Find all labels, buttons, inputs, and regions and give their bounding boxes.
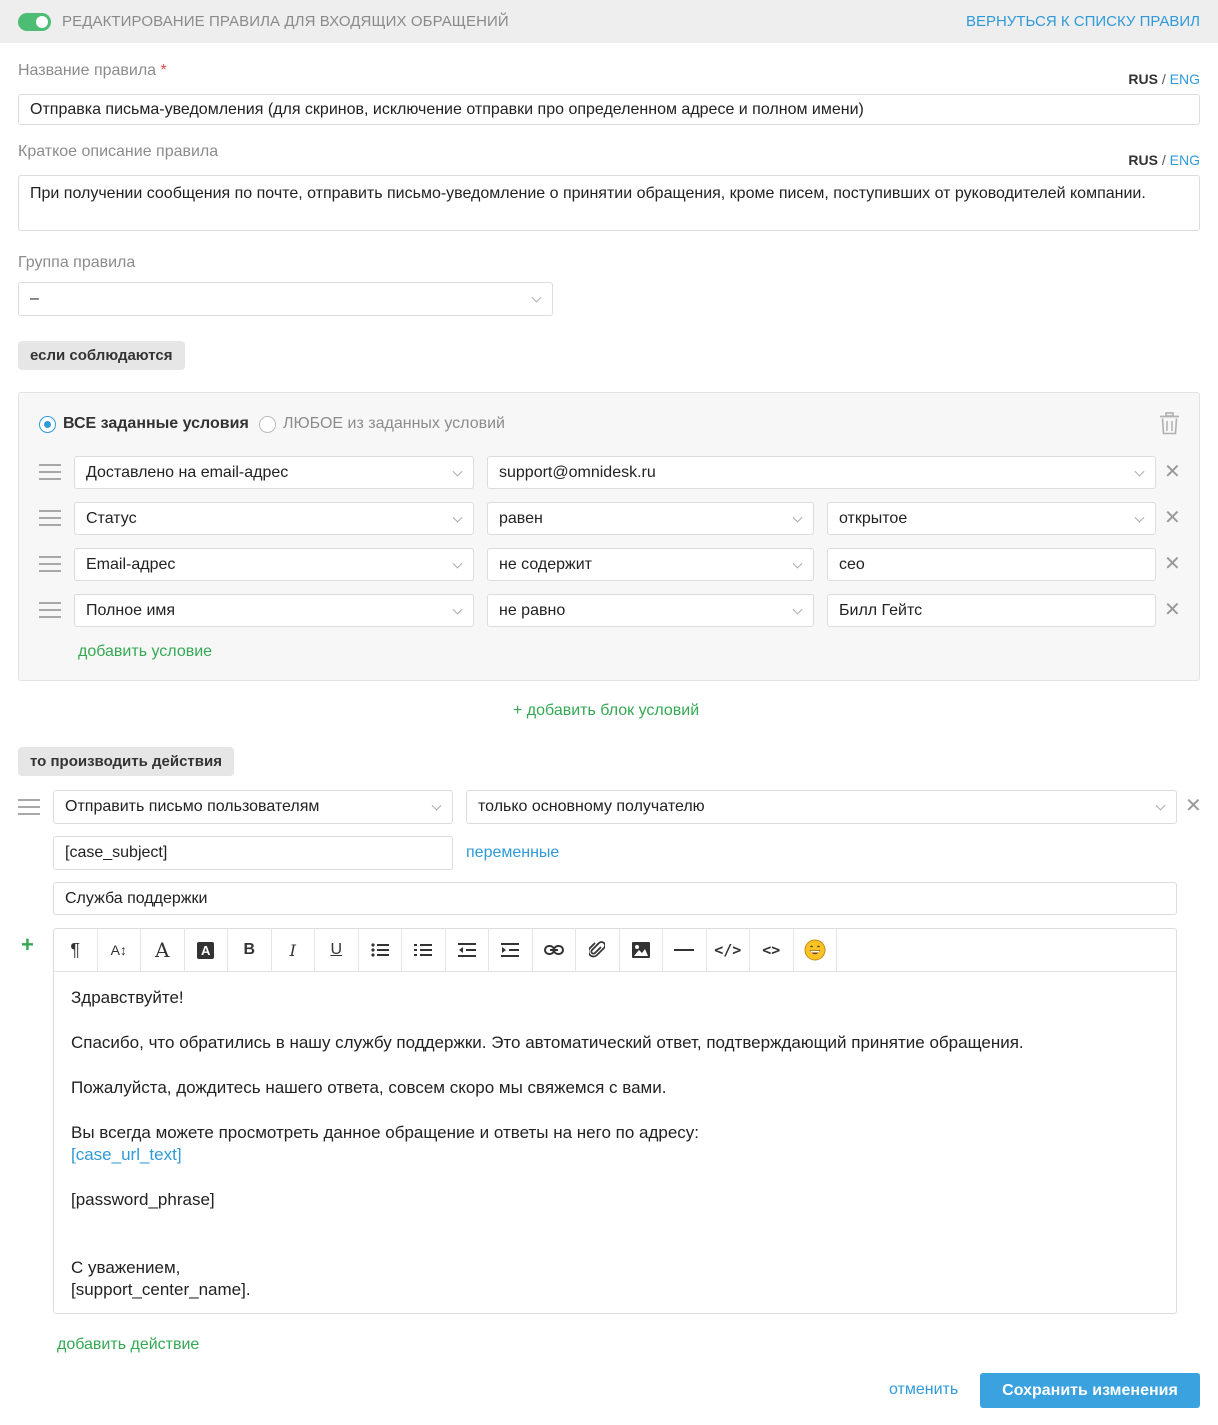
image-icon[interactable] <box>620 929 664 971</box>
radio-selected-icon <box>39 416 56 433</box>
body-signature: [support_center_name]. <box>71 1280 251 1299</box>
condition-field-select[interactable] <box>74 548 474 581</box>
rule-name-label-text: Название правила <box>18 62 157 79</box>
lang-eng[interactable]: ENG <box>1169 152 1200 168</box>
condition-value-select[interactable] <box>827 502 1156 535</box>
chevron-down-icon <box>1135 512 1145 522</box>
add-condition-link[interactable]: добавить условие <box>78 643 213 660</box>
background-color-icon[interactable]: A <box>185 929 229 971</box>
body-line-2: Пожалуйста, дождитесь нашего ответа, совсем скоро мы свяжемся с вами. <box>71 1078 667 1097</box>
lang-separator: / <box>1161 71 1166 87</box>
body-password-phrase: [password_phrase] <box>71 1190 215 1209</box>
condition-value-value: открытое <box>839 509 908 527</box>
remove-condition-icon[interactable]: ✕ <box>1164 599 1181 621</box>
body-regards: С уважением, <box>71 1258 181 1277</box>
email-subject-input[interactable]: [case_subject] <box>53 836 453 870</box>
condition-field-select[interactable] <box>74 456 474 489</box>
link-icon[interactable] <box>533 929 577 971</box>
lang-rus[interactable]: RUS <box>1128 71 1158 87</box>
conditions-chip: если соблюдаются <box>18 341 185 370</box>
condition-operator-select[interactable] <box>487 502 814 535</box>
remove-condition-icon[interactable]: ✕ <box>1164 461 1181 483</box>
drag-handle-icon[interactable] <box>39 556 61 572</box>
drag-handle-icon[interactable] <box>18 799 40 815</box>
chevron-down-icon <box>453 558 463 568</box>
attachment-icon[interactable] <box>576 929 620 971</box>
bold-icon[interactable]: B <box>228 929 272 971</box>
add-condition-block-link[interactable]: + добавить блок условий <box>513 702 700 719</box>
rule-description-textarea[interactable]: При получении сообщения по почте, отправить письмо-уведомление о принятии обращения, кроме писем, поступивших от руководителей компании. <box>18 175 1200 231</box>
editor-toolbar <box>54 929 1176 972</box>
lang-rus[interactable]: RUS <box>1128 152 1158 168</box>
case-url-link[interactable]: [case_url_text] <box>71 1145 182 1164</box>
required-mark: * <box>160 62 167 79</box>
rule-description-label: Краткое описание правила <box>18 143 219 160</box>
drag-handle-icon[interactable] <box>39 464 61 480</box>
condition-field-value: Полное имя <box>86 601 176 619</box>
remove-condition-icon[interactable]: ✕ <box>1164 507 1181 529</box>
condition-field-select[interactable] <box>74 502 474 535</box>
action-recipient-select[interactable] <box>466 790 1177 824</box>
chevron-down-icon <box>793 558 803 568</box>
sender-name-input[interactable]: Служба поддержки <box>53 882 1177 915</box>
emoji-icon[interactable] <box>794 929 838 971</box>
email-body-content[interactable] <box>71 987 1161 1301</box>
lang-separator: / <box>1161 152 1166 168</box>
rule-group-label: Группа правила <box>18 254 136 271</box>
chevron-down-icon <box>1156 801 1166 811</box>
font-color-icon[interactable]: A <box>141 929 185 971</box>
rule-group-value: – <box>30 290 39 307</box>
back-to-rules-link[interactable]: ВЕРНУТЬСЯ К СПИСКУ ПРАВИЛ <box>965 13 1200 30</box>
email-body-editor <box>53 928 1177 1314</box>
condition-operator-value: не равно <box>499 601 566 619</box>
radio-unselected-icon <box>259 416 276 433</box>
page-title: РЕДАКТИРОВАНИЕ ПРАВИЛА ДЛЯ ВХОДЯЩИХ ОБРАЩЕНИЙ <box>62 13 509 30</box>
top-bar <box>0 0 1218 43</box>
add-block-plus-icon[interactable]: + <box>21 932 34 957</box>
variables-link[interactable]: переменные <box>466 844 560 861</box>
chevron-down-icon <box>453 604 463 614</box>
condition-operator-value: равен <box>499 509 543 527</box>
chevron-down-icon <box>453 466 463 476</box>
mode-any-label: ЛЮБОЕ из заданных условий <box>283 415 505 432</box>
condition-value-input[interactable]: Билл Гейтс <box>827 594 1156 627</box>
condition-field-select[interactable] <box>74 594 474 627</box>
drag-handle-icon[interactable] <box>39 602 61 618</box>
bullet-list-icon[interactable] <box>359 929 403 971</box>
action-type-select[interactable] <box>53 790 453 824</box>
rule-name-label <box>18 62 167 80</box>
conditions-block <box>18 392 1200 681</box>
condition-field-value: Статус <box>86 509 137 527</box>
condition-field-value: Доставлено на email-адрес <box>86 463 289 481</box>
html-icon[interactable]: <> <box>750 929 794 971</box>
underline-icon[interactable]: U <box>315 929 359 971</box>
body-line-1: Спасибо, что обратились в нашу службу поддержки. Это автоматический ответ, подтверждающий принятие обращения. <box>71 1033 1024 1052</box>
rule-enabled-toggle[interactable] <box>18 13 51 31</box>
remove-condition-icon[interactable]: ✕ <box>1164 553 1181 575</box>
remove-action-icon[interactable]: ✕ <box>1185 795 1202 817</box>
trash-icon[interactable] <box>1159 412 1180 435</box>
condition-operator-select[interactable] <box>487 548 814 581</box>
mode-any-radio[interactable] <box>259 415 505 433</box>
chevron-down-icon <box>453 512 463 522</box>
action-recipient-value: только основному получателю <box>478 798 705 815</box>
chevron-down-icon <box>793 512 803 522</box>
condition-operator-value: support@omnidesk.ru <box>499 463 656 481</box>
chevron-down-icon <box>793 604 803 614</box>
condition-operator-select[interactable] <box>487 456 1156 489</box>
italic-icon[interactable]: I <box>272 929 316 971</box>
rule-group-select[interactable] <box>18 282 553 316</box>
paragraph-icon[interactable]: ¶ <box>54 929 98 971</box>
body-greeting: Здравствуйте! <box>71 988 184 1007</box>
condition-field-value: Email-адрес <box>86 555 176 573</box>
action-type-value: Отправить письмо пользователям <box>65 798 320 815</box>
rule-description-lang-switch <box>1128 152 1200 168</box>
font-size-icon[interactable]: A↕ <box>98 929 142 971</box>
lang-eng[interactable]: ENG <box>1169 71 1200 87</box>
horizontal-rule-icon[interactable] <box>663 929 707 971</box>
condition-value-input[interactable]: сео <box>827 548 1156 581</box>
condition-operator-select[interactable] <box>487 594 814 627</box>
toggle-knob <box>36 16 48 28</box>
code-view-icon[interactable]: </> <box>707 929 751 971</box>
add-action-link[interactable]: добавить действие <box>57 1336 200 1353</box>
condition-operator-value: не содержит <box>499 555 593 573</box>
save-changes-button[interactable]: Сохранить изменения <box>980 1373 1200 1408</box>
chevron-down-icon <box>532 293 542 303</box>
body-line-3: Вы всегда можете просмотреть данное обращение и ответы на него по адресу: <box>71 1123 700 1142</box>
rule-name-lang-switch <box>1128 71 1200 87</box>
rule-name-input[interactable]: Отправка письма-уведомления (для скринов, исключение отправки про определенном адресе и полном имени) <box>18 94 1200 125</box>
actions-chip: то производить действия <box>18 747 234 776</box>
numbered-list-icon[interactable] <box>402 929 446 971</box>
mode-all-radio[interactable] <box>39 415 249 433</box>
chevron-down-icon <box>1135 466 1145 476</box>
outdent-icon[interactable] <box>446 929 490 971</box>
mode-all-label: ВСЕ заданные условия <box>63 415 249 432</box>
drag-handle-icon[interactable] <box>39 510 61 526</box>
cancel-link[interactable]: отменить <box>889 1381 959 1398</box>
indent-icon[interactable] <box>489 929 533 971</box>
chevron-down-icon <box>432 801 442 811</box>
